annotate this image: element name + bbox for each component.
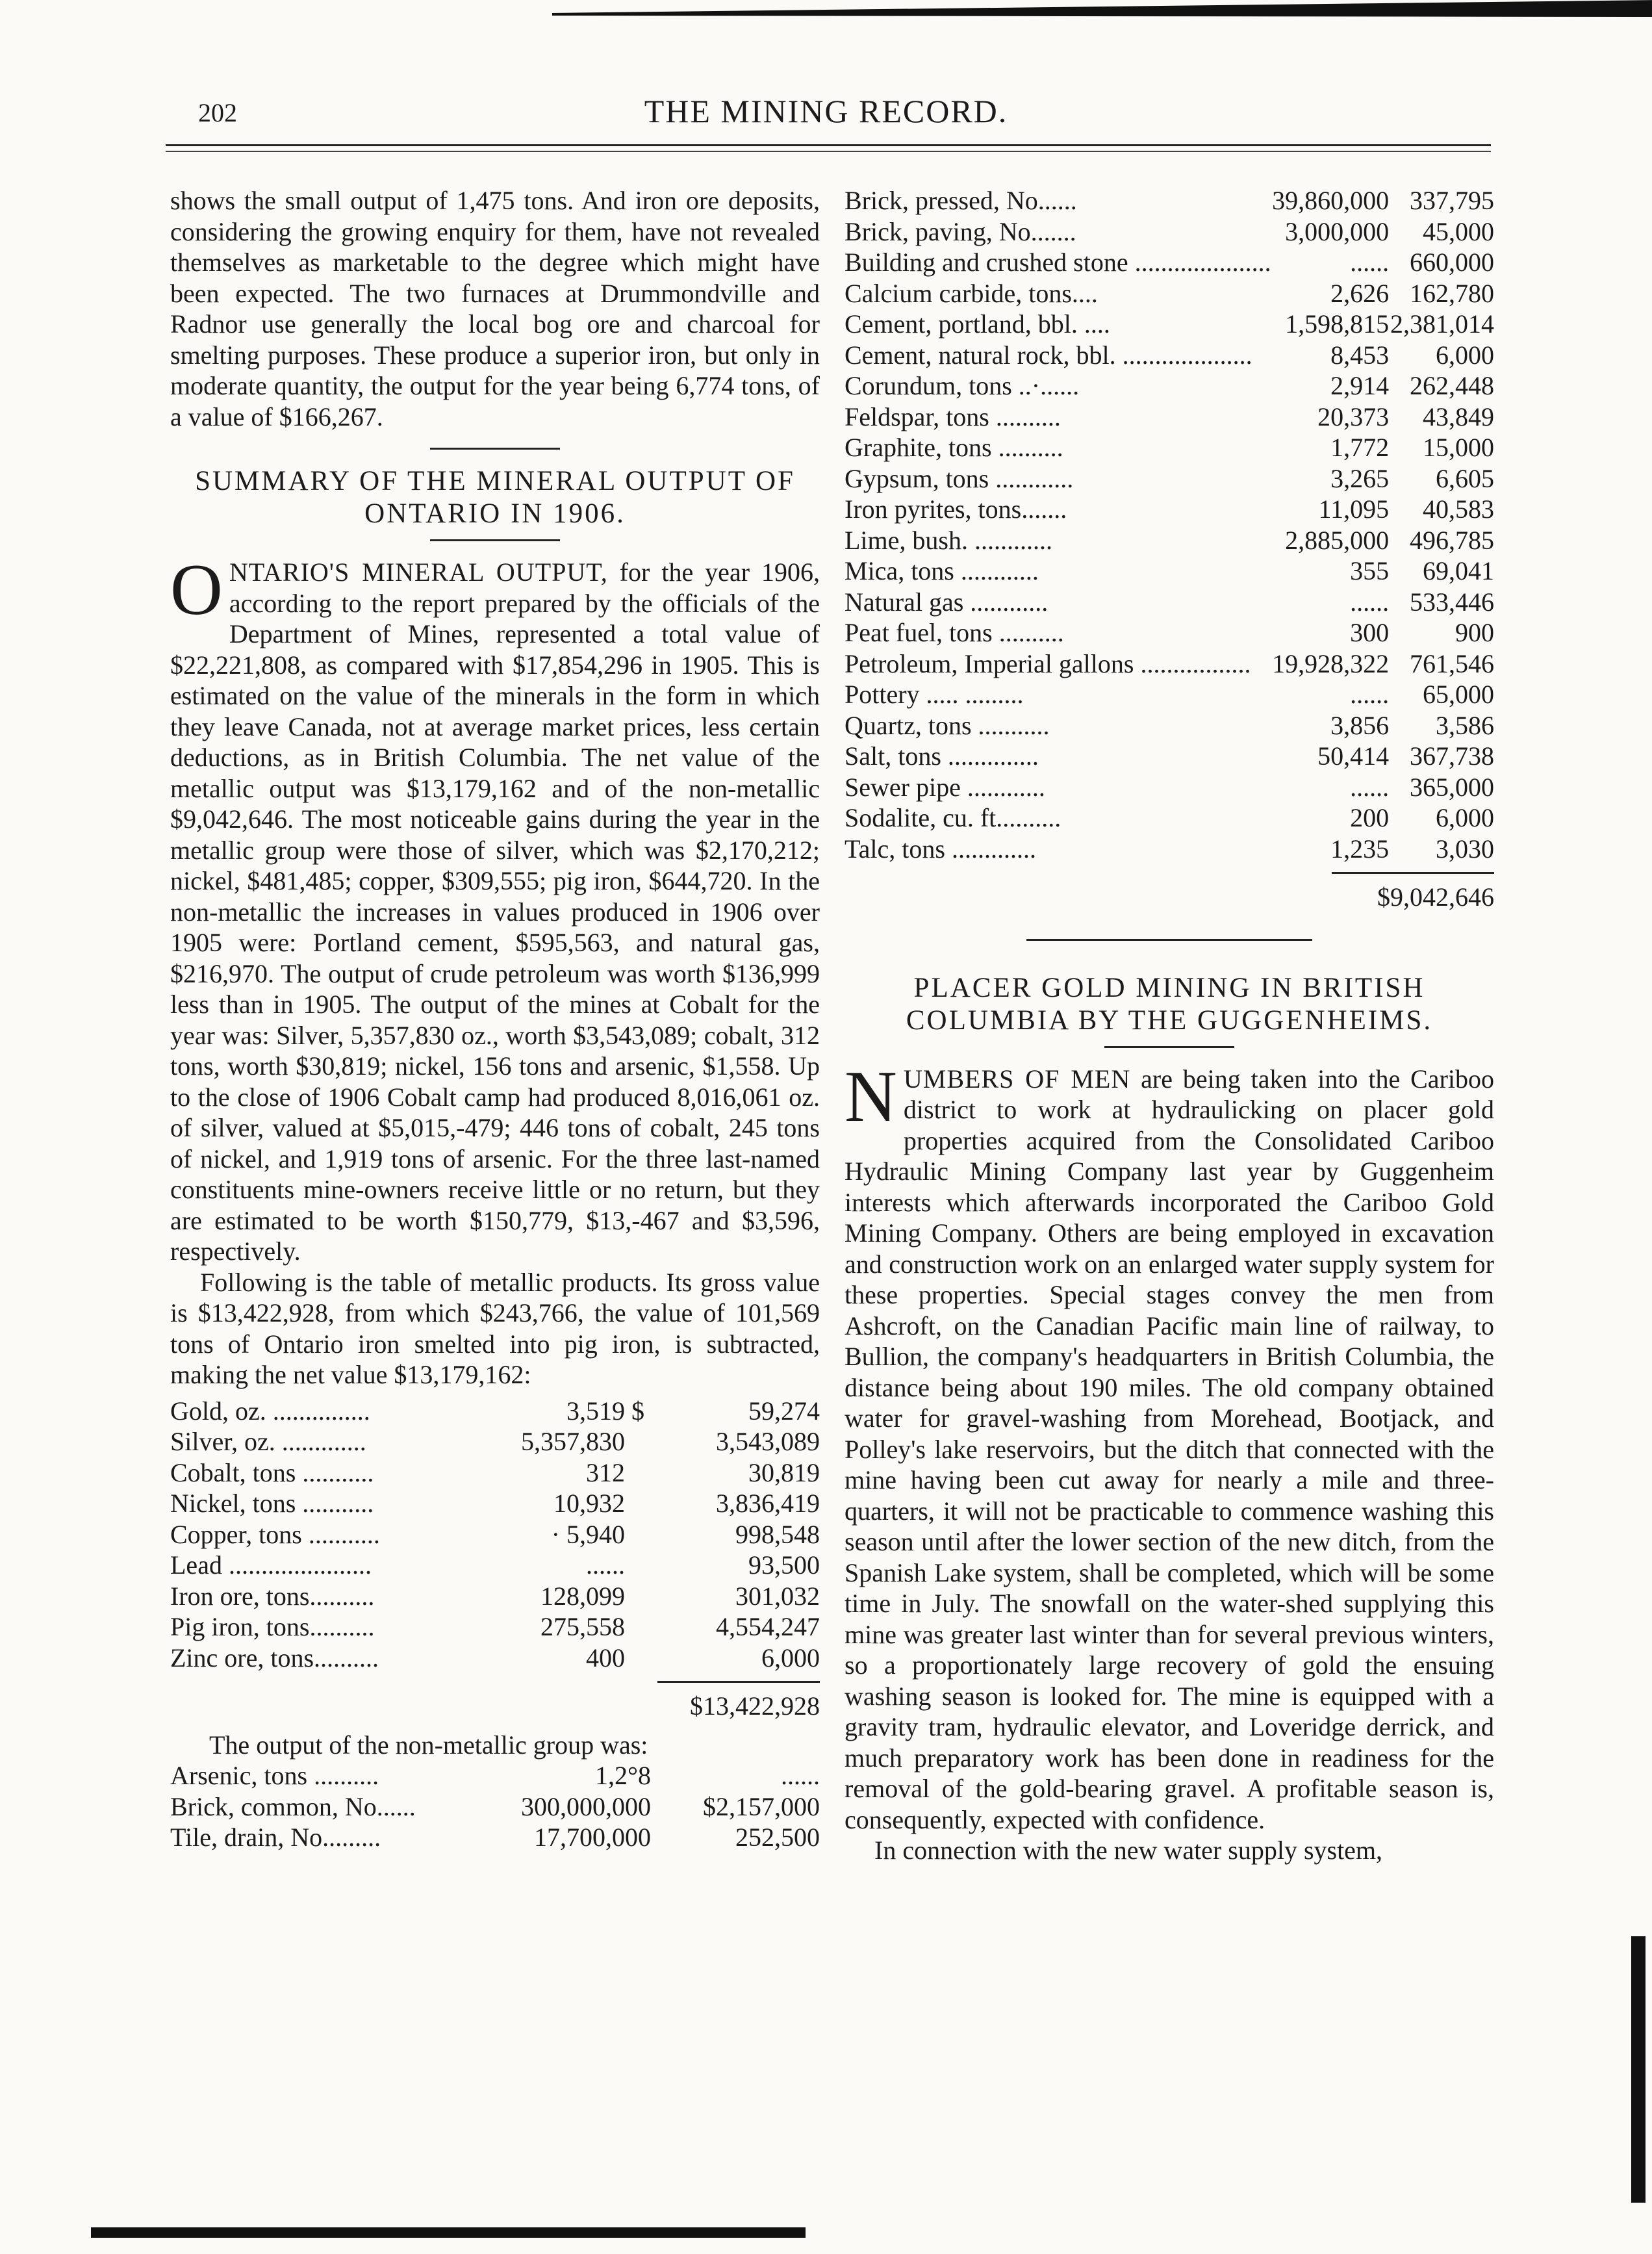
table-row: Peat fuel, tons .......... 300 900 [845,618,1494,647]
heading-divider [430,539,560,541]
lead-in: UMBERS OF MEN [903,1064,1131,1094]
table-row: Tile, drain, No......... 17,700,000 252,500 [170,1823,820,1852]
top-edge-bar [552,0,1652,18]
table-row: Gold, oz. ............... 3,519 $ 59,274 [170,1396,820,1426]
placer-paragraph-1 [845,1056,1494,1836]
section-divider [1026,939,1312,941]
table-row: Brick, paving, No....... 3,000,000 45,000 [845,216,1494,246]
table-row: Salt, tons .............. 50,414 367,738 [845,741,1494,771]
table-row: Arsenic, tons .......... 1,2°8 ...... [170,1761,820,1790]
table-row: Cobalt, tons ........... 312 30,819 [170,1457,820,1487]
drop-cap: O [170,550,223,630]
table-row: Pottery ..... ......... ...... 65,000 [845,680,1494,709]
section-divider [430,448,560,450]
table-row: Cement, natural rock, bbl. .................... 8,453 6,000 [845,340,1494,370]
header-rule-secondary [166,151,1491,152]
lead-in: NTARIO'S MINERAL OUTPUT, [229,557,608,587]
metallic-products-table [170,1396,820,1674]
right-column [845,185,1494,1866]
nonmetallic-intro: The output of the non-metallic group was: [209,1730,648,1760]
table-row: Talc, tons ............. 1,235 3,030 [845,834,1494,864]
table-row: Natural gas ............ ...... 533,446 [845,587,1494,617]
paragraph-body: are being taken into the Cariboo district to work at hydraulicking on placer gold properties acquired from the Consolidated Cariboo Hydraulic Mining Company last year by Guggenheim interests which afterwards incorporated the Cariboo Gold Mining Company. Others are being employed in excavation and construction work on an enlarged water supply system for these properties. Special stages convey the men from Ashcroft, on the Canadian Pacific main line of railway, to Bullion, the company's headquarters in British Columbia, the distance being about 190 miles. The old company obtained water for gravel-washing from Morehead, Bootjack, and Polley's lake reservoirs, but the ditch that connected with the mine having been cut away for nearly a mile and three-quarters, it will not be practicable to commence washing this season until after the lower section of the new ditch, from the Spanish Lake system, shall be completed, which will be some time in July. The snowfall on the water-shed supplying this mine was greater last winter than for several previous winters, so a proportionately large recovery of gold the ensuing washing season is looked for. The mine is equipped with a gravity tram, hydraulic elevator, and Loveridge derrick, and much preparatory work has been done in readiness for the removal of the gold-bearing gravel. A profitable season is, consequently, expected with confidence. [845,1064,1494,1834]
table-row: Nickel, tons ........... 10,932 3,836,419 [170,1489,820,1518]
table-row: Iron pyrites, tons....... 11,095 40,583 [845,494,1494,524]
nonmetallic-total: $9,042,646 [1377,882,1494,912]
table-row: Graphite, tons .......... 1,772 15,000 [845,433,1494,462]
section-heading-ontario: SUMMARY OF THE MINERAL OUTPUT OF ONTARIO IN 1906. [195,466,795,529]
section-heading-placer-gold: PLACER GOLD MINING IN BRITISH COLUMBIA BY THE GUGGENHEIMS. [906,972,1433,1036]
table-row: Sodalite, cu. ft.......... 200 6,000 [845,803,1494,832]
table-row: Zinc ore, tons.......... 400 6,000 [170,1643,820,1672]
total-rule [657,1681,820,1683]
table-row: Lead ...................... ...... 93,500 [170,1550,820,1580]
page-number: 202 [198,98,237,127]
table-row: Copper, tons ........... · 5,940 998,548 [170,1519,820,1549]
table-row: Corundum, tons ..·...... 2,914 262,448 [845,371,1494,400]
left-column [170,185,820,1853]
table-row: Pig iron, tons.......... 275,558 4,554,247 [170,1612,820,1641]
table-row: Mica, tons ............ 355 69,041 [845,556,1494,585]
table-row: Petroleum, Imperial gallons ................. 19,928,322 761,546 [845,648,1494,678]
ontario-paragraph-1 [170,550,820,1267]
bottom-edge-bar [91,2227,806,2238]
table-row: Feldspar, tons .......... 20,373 43,849 [845,402,1494,431]
table-row: Building and crushed stone ..................... ...... 660,000 [845,248,1494,277]
total-rule [1332,872,1494,874]
drop-cap: N [845,1056,897,1137]
nonmetallic-table-part2 [845,185,1494,864]
table-row: Iron ore, tons.......... 128,099 301,032 [170,1581,820,1611]
table-row: Lime, bush. ............ 2,885,000 496,785 [845,525,1494,555]
paragraph-body: for the year 1906, according to the report prepared by the officials of the Department of Mines, represented a total value of $22,221,808, as compared with $17,854,296 in 1905. This is estimated on the value of the minerals in the form in which they leave Canada, not at average market prices, less certain deductions, as in British Columbia. The net value of the metallic output was $13,179,162 and of the non-metallic $9,042,646. The most noticeable gains during the year in the metallic group were those of silver, which was $2,170,212; nickel, $481,485; copper, $309,555; pig iron, $644,720. In the non-metallic the increases in values produced in 1906 over 1905 were: Portland cement, $595,563, and natural gas, $216,970. The output of crude petroleum was worth $136,999 less than in 1905. The output of the mines at Cobalt for the year was: Silver, 5,357,830 oz., worth $3,543,089; cobalt, 312 tons, worth $30,819; nickel, 156 tons and arsenic, $1,558. Up to the close of 1906 Cobalt camp had produced 8,016,061 oz. of silver, valued at $5,015,-479; 446 tons of cobalt, 245 tons of nickel, and 1,919 tons of arsenic. For the three last-named constituents mine-owners receive little or no return, but they are estimated to be worth $150,779, $13,-467 and $3,596, respectively. [170,557,820,1266]
table-row: Brick, common, No...... 300,000,000 $2,157,000 [170,1791,820,1821]
nonmetallic-table-part1 [170,1760,820,1853]
table-row: Gypsum, tons ............ 3,265 6,605 [845,463,1494,493]
table-row: Brick, pressed, No...... 39,860,000 337,795 [845,186,1494,215]
header-rule [166,144,1491,146]
table-row: Calcium carbide, tons.... 2,626 162,780 [845,278,1494,308]
metallic-total: $13,422,928 [690,1691,820,1721]
table-row: Sewer pipe ............ ...... 365,000 [845,772,1494,802]
running-head: THE MINING RECORD. [644,93,1008,129]
table-row: Silver, oz. ............. 5,357,830 3,543,089 [170,1427,820,1456]
intro-paragraph: shows the small output of 1,475 tons. And iron ore deposits, considering the growing enquiry for them, have not revealed themselves as marketable to the degree which might have been expected. The two furnaces at Drummondville and Radnor use generally the local bog ore and charcoal for smelting purposes. These produce a superior iron, but only in moderate quantity, the output for the year being 6,774 tons, of a value of $166,267. [170,186,820,431]
placer-paragraph-2: In connection with the new water supply system, [874,1836,1383,1865]
heading-divider [1104,1046,1234,1048]
ontario-paragraph-2: Following is the table of metallic products. Its gross value is $13,422,928, from which $243,766, the value of 101,569 tons of Ontario iron smelted into pig iron, is subtracted, making the net value $13,179,162: [170,1267,820,1389]
right-edge-bar [1631,1936,1646,2203]
table-row: Cement, portland, bbl. .... 1,598,815 2,381,014 [845,309,1494,339]
table-row: Quartz, tons ........... 3,856 3,586 [845,710,1494,740]
